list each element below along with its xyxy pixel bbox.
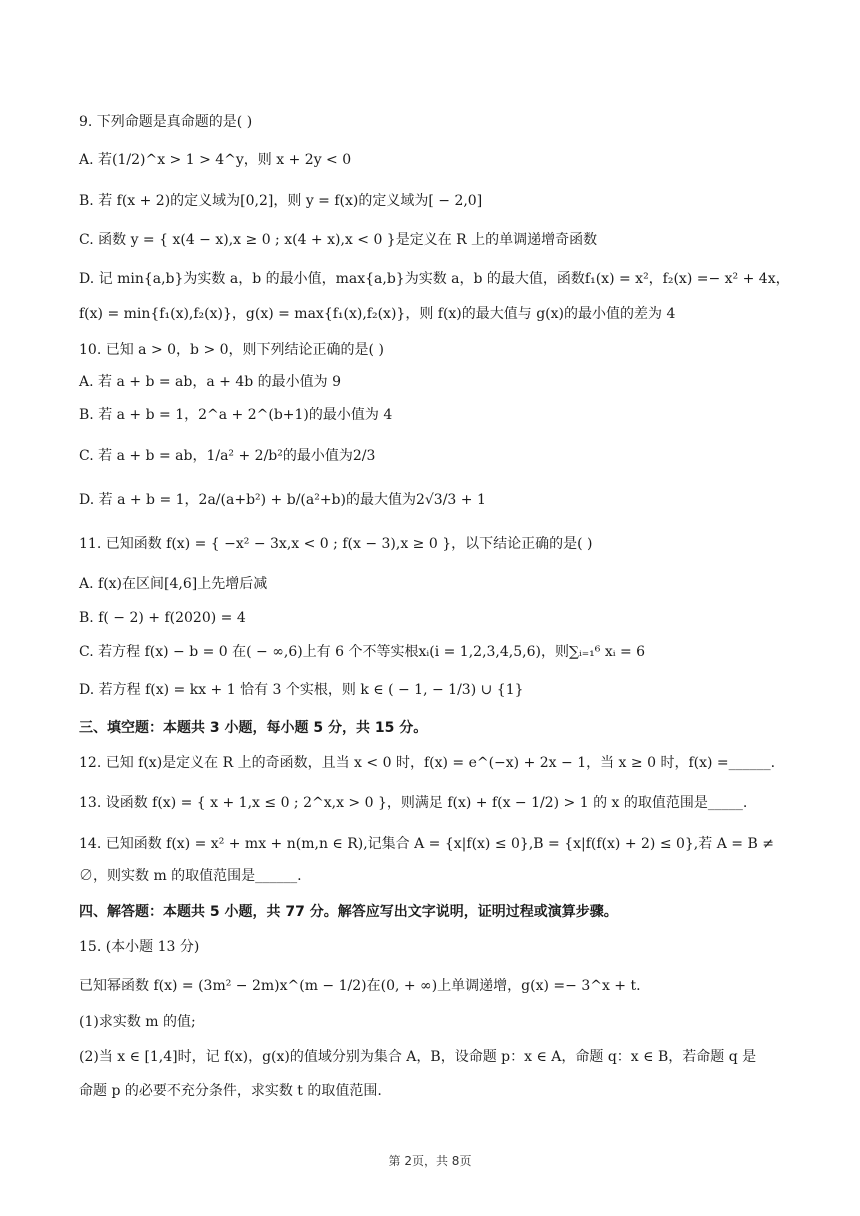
q13: 13. 设函数 f(x) = { x + 1,x ≤ 0 ; 2^x,x > 0 }，则满足 f(x) + f(x − 1/2) > 1 的 x 的取值范围是_____. [79, 795, 748, 811]
q12: 12. 已知 f(x)是定义在 R 上的奇函数，且当 x < 0 时，f(x) = e^(−x) + 2x − 1，当 x ≥ 0 时，f(x) =______. [79, 755, 776, 771]
q14-line2: ∅，则实数 m 的取值范围是______. [79, 868, 302, 884]
q9-option-d-line2: f(x) = min{f₁(x),f₂(x)}，g(x) = max{f₁(x),f₂(x)}，则 f(x)的最大值与 g(x)的最小值的差为 4 [79, 306, 676, 322]
section-fill-in-heading: 三、填空题：本题共 3 小题，每小题 5 分，共 15 分。 [79, 720, 428, 736]
q10-option-b: B. 若 a + b = 1，2^a + 2^(b+1)的最小值为 4 [79, 407, 393, 423]
q11-option-d: D. 若方程 f(x) = kx + 1 恰有 3 个实根，则 k ∈ ( − 1, − 1/3) ∪ {1} [79, 682, 524, 698]
q11-option-c: C. 若方程 f(x) − b = 0 在( − ∞,6)上有 6 个不等实根xᵢ(i = 1,2,3,4,5,6)，则∑ᵢ₌₁⁶ xᵢ = 6 [79, 644, 646, 660]
q11-option-a: A. f(x)在区间[4,6]上先增后减 [79, 576, 268, 592]
q11-stem: 11. 已知函数 f(x) = { −x² − 3x,x < 0 ; f(x − 3),x ≥ 0 }，以下结论正确的是( ) [79, 536, 593, 552]
q15-stem: 已知幂函数 f(x) = (3m² − 2m)x^(m − 1/2)在(0, + ∞)上单调递增，g(x) =− 3^x + t. [79, 978, 641, 994]
q9-stem: 9. 下列命题是真命题的是( ) [79, 114, 253, 130]
q15-part2-line1: (2)当 x ∈ [1,4]时，记 f(x)，g(x)的值域分别为集合 A，B，设命题 p：x ∈ A，命题 q：x ∈ B，若命题 q 是 [79, 1049, 757, 1065]
q14-line1: 14. 已知函数 f(x) = x² + mx + n(m,n ∈ R),记集合 A = {x|f(x) ≤ 0},B = {x|f(f(x) + 2) ≤ 0},若 A = B ≠ [79, 836, 774, 852]
page-footer: 第 2页，共 8页 [388, 1154, 472, 1168]
q9-option-a: A. 若(1/2)^x > 1 > 4^y，则 x + 2y < 0 [79, 152, 352, 168]
q11-option-b: B. f( − 2) + f(2020) = 4 [79, 610, 246, 626]
q9-option-c: C. 函数 y = { x(4 − x),x ≥ 0 ; x(4 + x),x < 0 }是定义在 R 上的单调递增奇函数 [79, 232, 598, 248]
q10-option-c: C. 若 a + b = ab，1/a² + 2/b²的最小值为2/3 [79, 448, 376, 464]
q10-option-a: A. 若 a + b = ab，a + 4b 的最小值为 9 [79, 374, 341, 390]
q9-option-d-line1: D. 记 min{a,b}为实数 a，b 的最小值，max{a,b}为实数 a，b 的最大值，函数f₁(x) = x²，f₂(x) =− x² + 4x， [79, 271, 790, 287]
q15-part2-line2: 命题 p 的必要不充分条件，求实数 t 的取值范围. [79, 1083, 382, 1099]
q15-heading: 15. (本小题 13 分) [79, 939, 200, 955]
section-answer-heading: 四、解答题：本题共 5 小题，共 77 分。解答应写出文字说明，证明过程或演算步骤。 [79, 904, 618, 920]
q15-part1: (1)求实数 m 的值; [79, 1014, 196, 1030]
q9-option-b: B. 若 f(x + 2)的定义域为[0,2]，则 y = f(x)的定义域为[ − 2,0] [79, 193, 483, 209]
q10-option-d: D. 若 a + b = 1，2a/(a+b²) + b/(a²+b)的最大值为2√3/3 + 1 [79, 492, 486, 508]
q10-stem: 10. 已知 a > 0，b > 0，则下列结论正确的是( ) [79, 342, 384, 358]
